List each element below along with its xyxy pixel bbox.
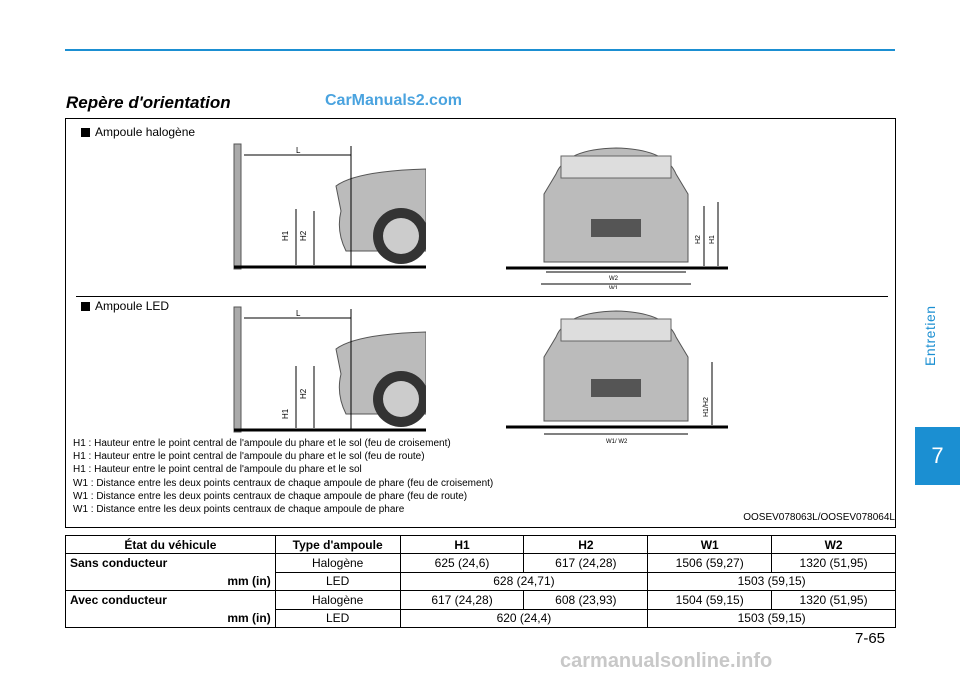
led-section-label [81,299,169,313]
cell: Halogène [275,591,400,609]
label-text: Ampoule LED [95,299,170,313]
L-label: L [296,309,301,318]
table-row [66,554,896,572]
footer-watermark: carmanualsonline.info [560,650,773,672]
page-title: Repère d'orientation [66,93,231,112]
header-cell: H1 [400,536,524,554]
side-view-car-illustration-led [226,304,426,436]
H1-label: H1 [281,408,290,419]
aiming-specs-table [65,535,896,628]
table-row [66,609,896,627]
H2-label: H2 [695,235,702,244]
section-tab-label: Entretien [922,305,938,366]
page-number: 7-65 [855,630,886,647]
W2-label: W2 [609,276,618,282]
side-view-car-illustration [226,141,426,273]
unit: mm (in) [66,572,276,590]
W1-W2-label: W1/ W2 [606,439,628,445]
vehicle-state: Avec conducteur [66,591,276,609]
figure-code: OOSEV078063L/OOSEV078064L [743,512,895,523]
cell: 1320 (51,95) [772,554,896,572]
L-label: L [296,146,301,155]
cell: 625 (24,6) [400,554,524,572]
front-view-car-illustration [506,144,736,289]
header-cell: H2 [524,536,648,554]
H1-H2-label: H1/H2 [703,397,710,417]
header-cell: W1 [648,536,772,554]
cell: 1503 (59,15) [648,609,896,627]
bullet-square-icon [81,302,90,311]
note: H1 : Hauteur entre le point central de l'ampoule du phare et le sol (feu de route) [73,451,425,463]
cell: 617 (24,28) [524,554,648,572]
header-cell: État du véhicule [66,536,276,554]
chapter-tab: 7 [915,427,960,485]
header-rule [65,49,895,51]
header-cell: W2 [772,536,896,554]
cell: 628 (24,71) [400,572,648,590]
H2-label: H2 [299,388,308,399]
cell: 608 (23,93) [524,591,648,609]
divider [76,296,888,297]
table-row [66,591,896,609]
vehicle-state: Sans conducteur [66,554,276,572]
cell: 1504 (59,15) [648,591,772,609]
H2-label: H2 [299,230,308,241]
table-row [66,572,896,590]
cell: 1320 (51,95) [772,591,896,609]
cell: 620 (24,4) [400,609,648,627]
cell: Halogène [275,554,400,572]
cell: LED [275,609,400,627]
note: H1 : Hauteur entre le point central de l'ampoule du phare et le sol (feu de croisement) [73,438,451,449]
watermark: CarManuals2.com [325,92,462,109]
headlamp-aiming-figure [65,118,896,528]
legend-notes [73,437,493,516]
note: H1 : Hauteur entre le point central de l'ampoule du phare et le sol [73,464,362,476]
table-header-row [66,536,896,554]
front-view-car-illustration-led [506,307,736,447]
label-text: Ampoule halogène [95,125,196,139]
W1-label: W1 [609,286,618,289]
cell: 1506 (59,27) [648,554,772,572]
unit: mm (in) [66,609,276,627]
halogen-section-label [81,125,195,139]
bullet-square-icon [81,128,90,137]
note: W1 : Distance entre les deux points centraux de chaque ampoule de phare (feu de route) [73,490,468,502]
cell: 617 (24,28) [400,591,524,609]
note: W1 : Distance entre les deux points centraux de chaque ampoule de phare (feu de croisement) [73,477,494,489]
H1-label: H1 [709,235,716,244]
cell: LED [275,572,400,590]
header-cell: Type d'ampoule [275,536,400,554]
note: W1 : Distance entre les deux points centraux de chaque ampoule de phare [73,504,405,516]
H1-label: H1 [281,230,290,241]
cell: 1503 (59,15) [648,572,896,590]
